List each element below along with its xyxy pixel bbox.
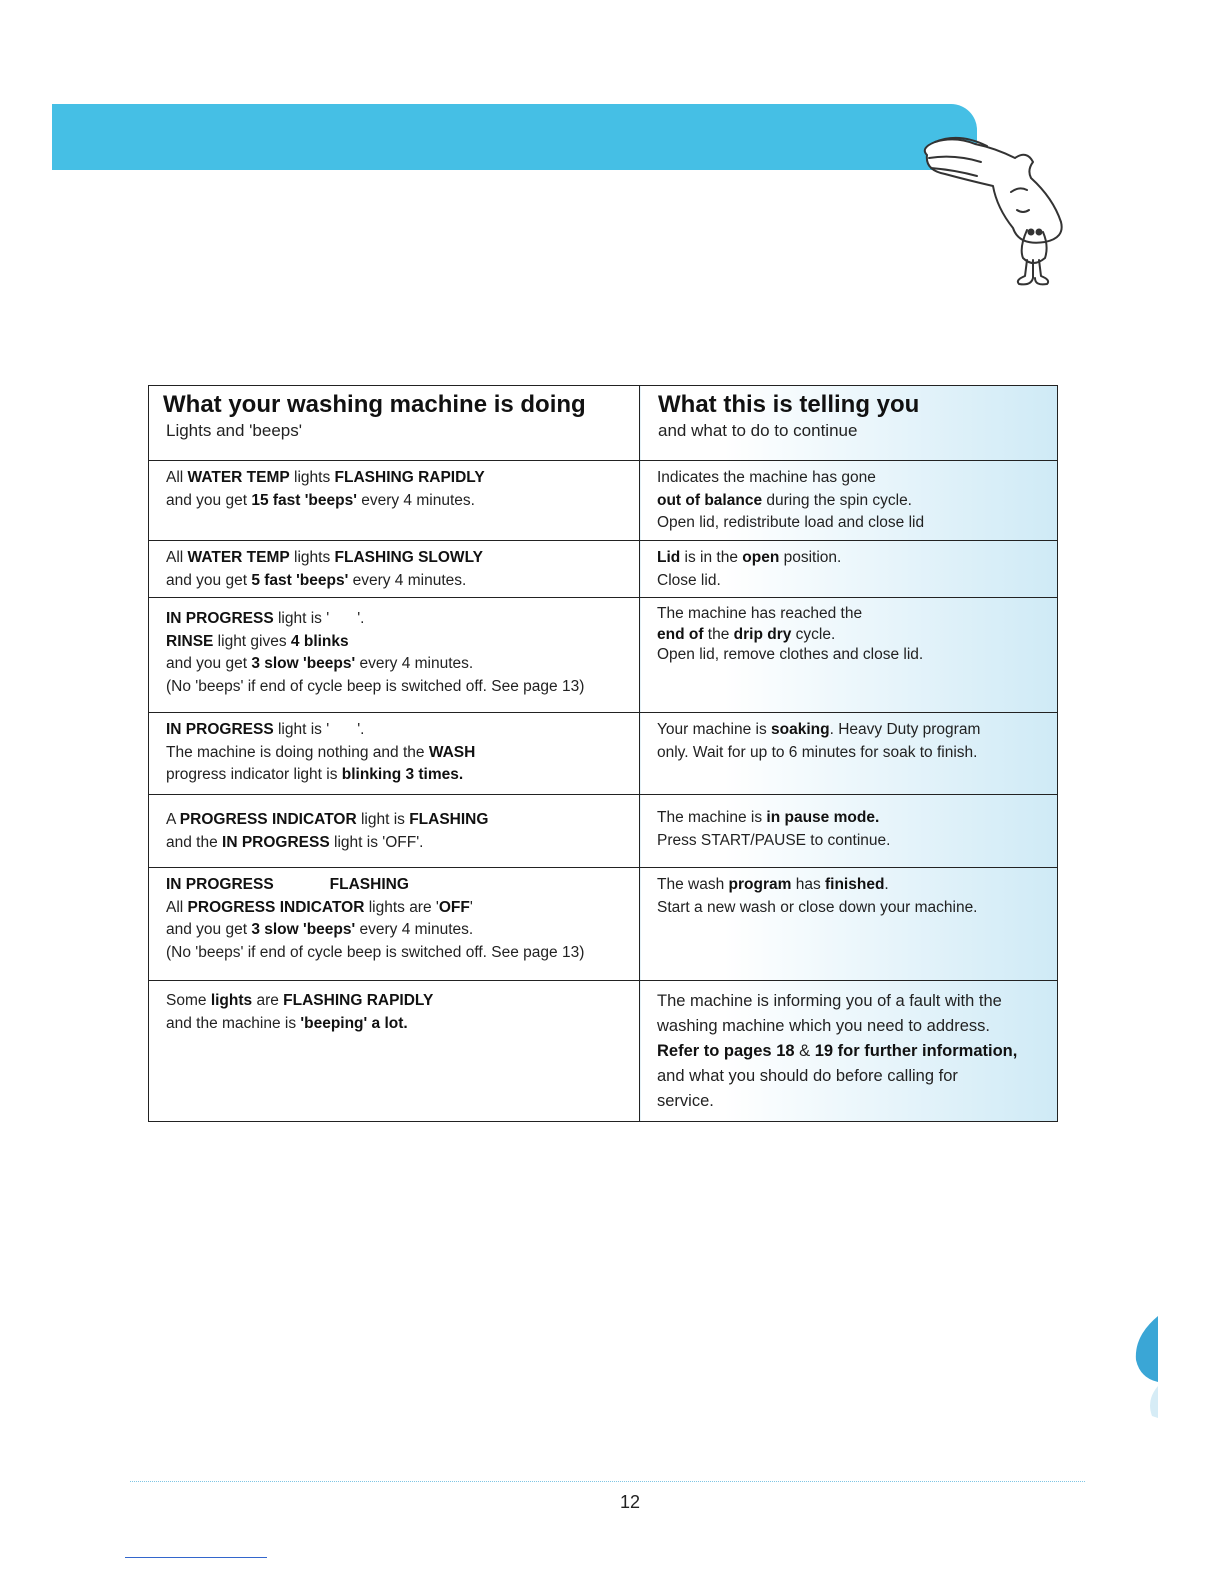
row-5-meaning: The machine is in pause mode. Press START/PAUSE to continue. [657,809,891,849]
table-row [149,795,1058,868]
decorative-swirl [1130,1310,1160,1420]
left-column-title: What your washing machine is doing [163,391,586,418]
row-2-meaning: Lid is in the open position. Close lid. [657,549,842,589]
right-column-subtitle: and what to do to continue [658,421,858,440]
right-column-title: What this is telling you [658,391,920,418]
row-3-condition: IN PROGRESS light is ' '. RINSE light gives 4 blinks and you get 3 slow 'beeps' every 4 minutes. (No 'beeps' if end of cycle beep is switched off. See page 13) [166,610,585,695]
table-row [149,541,1058,598]
header-left-cell [149,386,640,461]
row-4-meaning: Your machine is soaking. Heavy Duty program only. Wait for up to 6 minutes for soak to finish. [657,721,981,761]
row-1-condition: All WATER TEMP lights FLASHING RAPIDLY and you get 15 fast 'beeps' every 4 minutes. [166,469,485,509]
footer-divider [130,1481,1085,1482]
row-2-condition: All WATER TEMP lights FLASHING SLOWLY and you get 5 fast 'beeps' every 4 minutes. [166,549,483,589]
row-5-condition: A PROGRESS INDICATOR light is FLASHING and the IN PROGRESS light is 'OFF'. [166,811,489,851]
row-6-meaning: The wash program has finished. Start a new wash or close down your machine. [657,876,978,916]
table-row [149,868,1058,981]
row-4-condition: IN PROGRESS light is ' '. The machine is doing nothing and the WASH progress indicator light is blinking 3 times. [166,721,476,783]
header-right-cell [640,386,1058,461]
bottom-rule [125,1557,267,1558]
row-3-meaning: The machine has reached the end of the drip dry cycle. Open lid, remove clothes and close lid. [657,605,924,663]
header-banner [52,104,977,170]
table-row [149,598,1058,713]
left-column-subtitle: Lights and 'beeps' [166,421,302,440]
table-row [149,461,1058,541]
table-row [149,713,1058,795]
row-7-condition: Some lights are FLASHING RAPIDLY and the machine is 'beeping' a lot. [166,992,434,1032]
row-6-condition: IN PROGRESS FLASHING All PROGRESS INDICATOR lights are 'OFF' and you get 3 slow 'beeps' every 4 minutes. (No 'beeps' if end of cycle beep is switched off. See page 13) [166,876,585,961]
page-number: 12 [619,1492,641,1512]
table-row [149,981,1058,1122]
mascot-illustration [915,120,1075,290]
row-7-meaning: The machine is informing you of a fault with the washing machine which you need to address. Refer to pages 18 & 19 for further information, and what you should do before calling for service. [657,992,1018,1110]
table-header-row [149,386,1058,461]
troubleshooting-table [148,385,1058,1122]
row-1-meaning: Indicates the machine has gone out of balance during the spin cycle. Open lid, redistribute load and close lid [657,469,925,531]
